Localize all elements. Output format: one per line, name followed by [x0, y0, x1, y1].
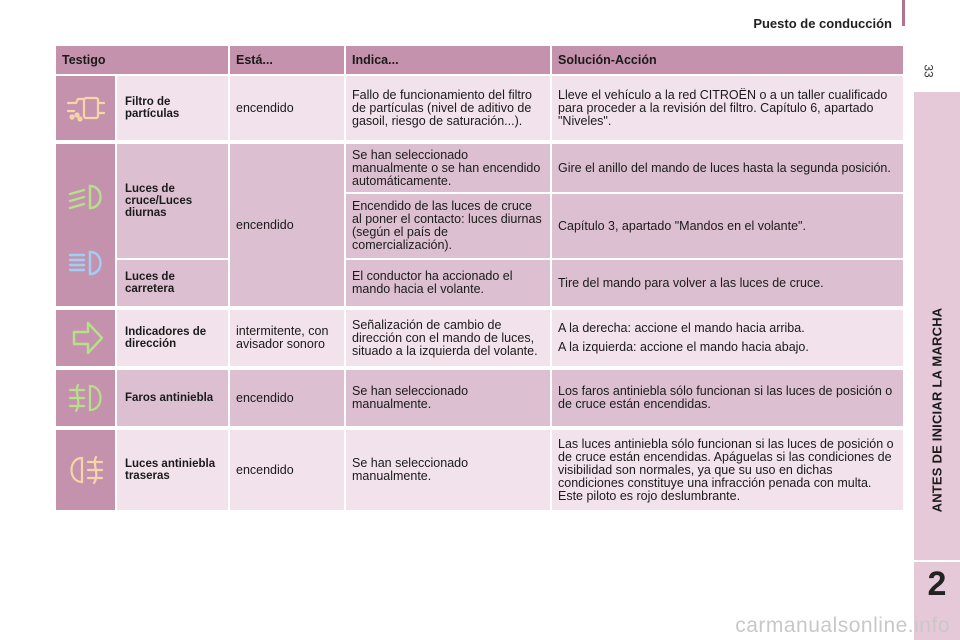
- row-status: encendido: [230, 76, 344, 140]
- row-solution: Las luces antiniebla sólo funcionan si las luces de posición o de cruce están encendidas. Apáguelas si las condiciones de visibilidad son normales, ya que su uso en dichas condiciones constituye una infracción penada con multa. Este piloto es rojo deslumbrante.: [552, 430, 903, 510]
- column-header-solucion: Solución-Acción: [552, 46, 903, 74]
- warning-lights-table: [56, 46, 903, 510]
- row-icon-cell: [56, 76, 115, 140]
- page-header-title: Puesto de conducción: [753, 16, 892, 31]
- header-divider: [902, 0, 905, 26]
- row-icon-cell: [56, 430, 115, 510]
- page-number: 33: [921, 64, 936, 78]
- row-status: intermitente, con avisador sonoro: [230, 310, 344, 366]
- watermark: carmanualsonline.info: [735, 614, 950, 637]
- row-solution: Lleve el vehículo a la red CITROËN o a un taller cualificado para proceder a la revisión del filtro. Capítulo 6, apartado "Niveles".: [552, 76, 903, 140]
- row-name: Luces de cruce/Luces diurnas: [117, 144, 228, 258]
- row-indicates: Señalización de cambio de dirección con el mando de luces, situado a la izquierda del volante.: [346, 310, 550, 366]
- row-indicates: Se han seleccionado manualmente.: [346, 370, 550, 426]
- row-status: encendido: [230, 430, 344, 510]
- row-name: Luces de carretera: [117, 260, 228, 306]
- particle-filter-icon: [64, 93, 108, 123]
- section-title: ANTES DE INICIAR LA MARCHA: [929, 307, 945, 513]
- row-status: encendido: [230, 370, 344, 426]
- row-solution: Tire del mando para volver a las luces de cruce.: [552, 260, 903, 306]
- solution-line: A la izquierda: accione el mando hacia abajo.: [558, 340, 809, 354]
- turn-signal-icon: [66, 319, 106, 357]
- front-fog-light-icon: [64, 382, 108, 414]
- low-beam-icon: [64, 182, 108, 212]
- row-name: Luces antiniebla traseras: [117, 430, 228, 510]
- row-solution: [552, 310, 903, 366]
- row-icon-cell: [56, 144, 115, 306]
- row-name: Faros antiniebla: [117, 370, 228, 426]
- row-solution: Gire el anillo del mando de luces hasta la segunda posición.: [552, 144, 903, 192]
- row-indicates: Encendido de las luces de cruce al poner el contacto: luces diurnas (según el país de comercialización).: [346, 194, 550, 258]
- high-beam-icon: [64, 248, 108, 278]
- row-indicates: Se han seleccionado manualmente o se han encendido automáticamente.: [346, 144, 550, 192]
- column-header-testigo: Testigo: [56, 46, 228, 74]
- solution-line: A la derecha: accione el mando hacia arriba.: [558, 321, 805, 335]
- row-status: encendido: [230, 144, 344, 306]
- column-header-indica: Indica...: [346, 46, 550, 74]
- chapter-number: 2: [927, 565, 947, 603]
- rear-fog-light-icon: [64, 454, 108, 486]
- row-icon-cell: [56, 310, 115, 366]
- row-indicates: Se han seleccionado manualmente.: [346, 430, 550, 510]
- row-indicates: El conductor ha accionado el mando hacia el volante.: [346, 260, 550, 306]
- row-name: Indicadores de dirección: [117, 310, 228, 366]
- row-solution: Los faros antiniebla sólo funcionan si las luces de posición o de cruce están encendidas.: [552, 370, 903, 426]
- row-icon-cell: [56, 370, 115, 426]
- column-header-esta: Está...: [230, 46, 344, 74]
- row-solution: Capítulo 3, apartado "Mandos en el volante".: [552, 194, 903, 258]
- row-name: Filtro de partículas: [117, 76, 228, 140]
- row-indicates: Fallo de funcionamiento del filtro de partículas (nivel de aditivo de gasoil, riesgo de saturación...).: [346, 76, 550, 140]
